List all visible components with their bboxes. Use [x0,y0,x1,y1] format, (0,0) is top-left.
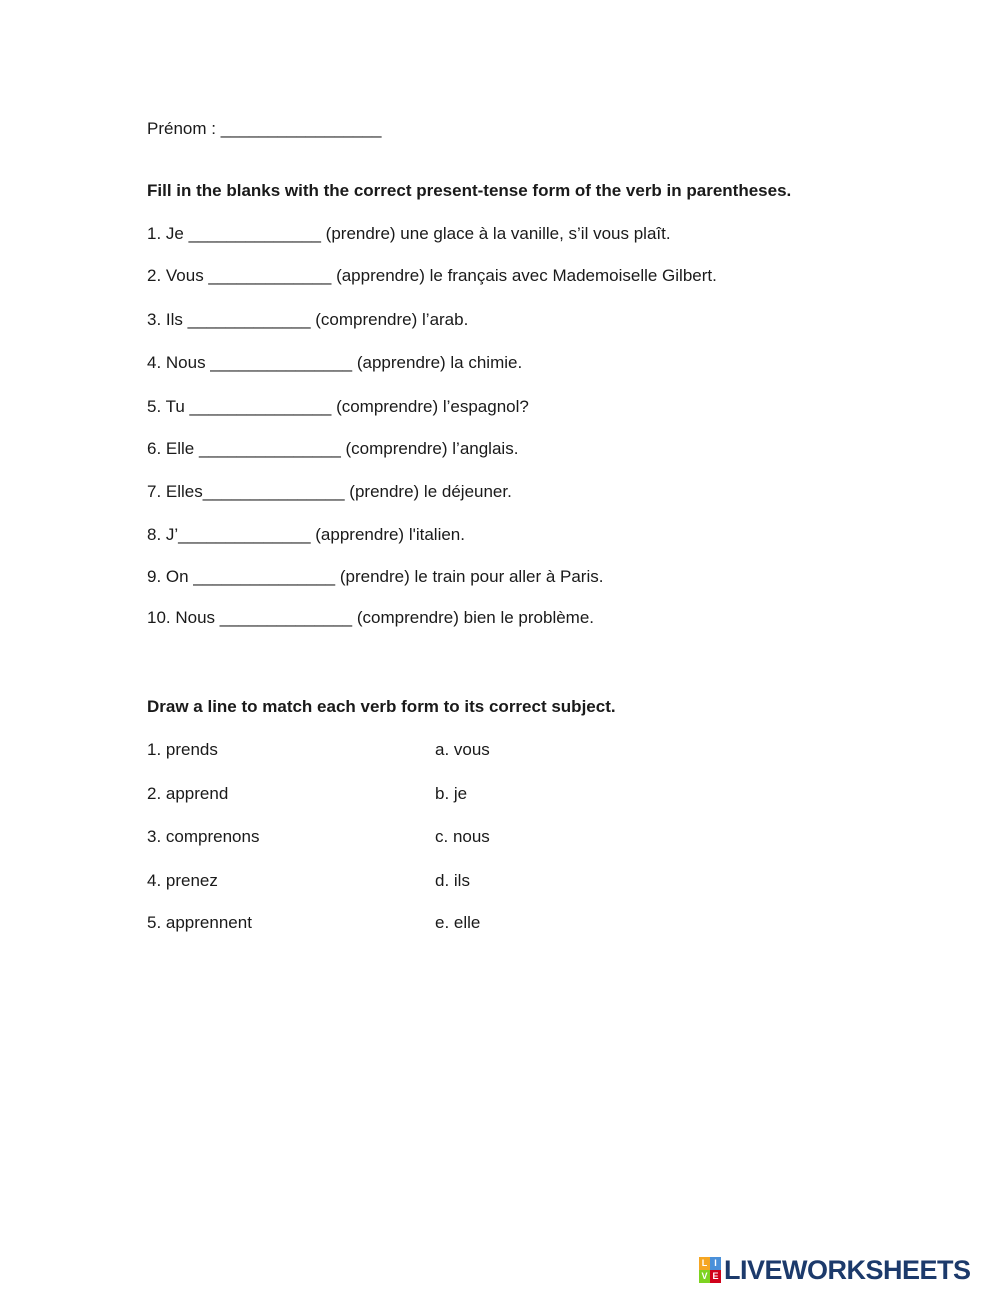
matching-instruction: Draw a line to match each verb form to its correct subject. [147,697,616,716]
exercise-item-7: 7. Elles_______________ (prendre) le déjeuner. [147,482,512,501]
logo-letter-e: E [710,1270,721,1283]
liveworksheets-logo [699,1255,971,1285]
logo-letter-v: V [699,1270,710,1283]
subject-item-c: c. nous [435,827,490,846]
exercise-item-8: 8. J’______________ (apprendre) l'italien. [147,525,465,544]
fill-in-instruction: Fill in the blanks with the correct present-tense form of the verb in parentheses. [147,181,792,200]
subject-item-e: e. elle [435,913,481,932]
exercise-item-10: 10. Nous ______________ (comprendre) bien le problème. [147,608,595,627]
exercise-item-5: 5. Tu _______________ (comprendre) l’espagnol? [147,397,529,416]
verb-item-4: 4. prenez [147,871,218,890]
exercise-item-6: 6. Elle _______________ (comprendre) l’anglais. [147,439,519,458]
subject-item-d: d. ils [435,871,470,890]
exercise-item-9: 9. On _______________ (prendre) le train pour aller à Paris. [147,567,604,586]
name-field-line: Prénom : _________________ [147,119,382,138]
exercise-item-3: 3. Ils _____________ (comprendre) l’arab. [147,310,469,329]
exercise-item-2: 2. Vous _____________ (apprendre) le français avec Mademoiselle Gilbert. [147,266,717,285]
verb-item-3: 3. comprenons [147,827,260,846]
liveworksheets-logo-icon [699,1257,721,1283]
liveworksheets-logo-text: LIVEWORKSHEETS [724,1255,971,1285]
exercise-item-4: 4. Nous _______________ (apprendre) la chimie. [147,353,523,372]
exercise-item-1: 1. Je ______________ (prendre) une glace à la vanille, s’il vous plaît. [147,224,671,243]
subject-item-a: a. vous [435,740,490,759]
verb-item-1: 1. prends [147,740,218,759]
verb-item-5: 5. apprennent [147,913,252,932]
verb-item-2: 2. apprend [147,784,229,803]
logo-letter-i: I [710,1257,721,1270]
logo-letter-l: L [699,1257,710,1270]
subject-item-b: b. je [435,784,468,803]
